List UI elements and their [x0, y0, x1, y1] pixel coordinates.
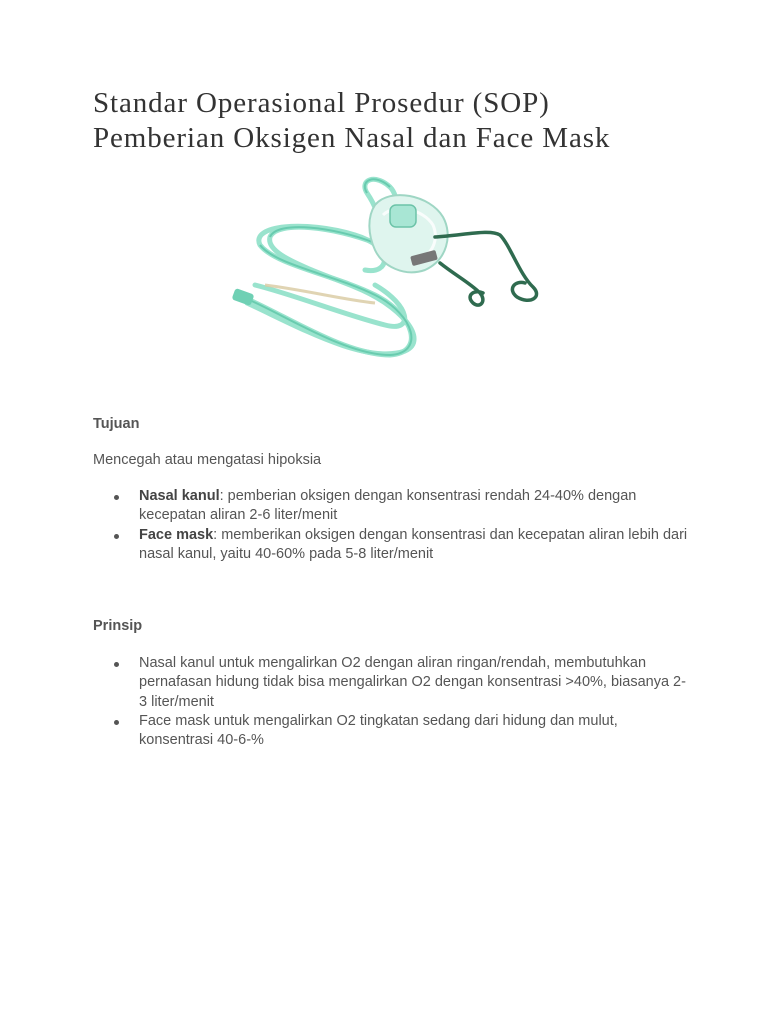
- oxygen-face-mask-icon: [225, 165, 555, 370]
- list-item: [93, 526, 693, 565]
- list-item: [93, 487, 693, 526]
- list-item-text: Nasal kanul untuk mengalirkan O2 dengan aliran ringan/rendah, membutuhkan pernafasan hidung tidak bisa mengalirkan O2 dengan konsentrasi >40%, biasanya 2-3 liter/menit: [139, 655, 686, 710]
- oxygen-mask-image: [225, 165, 555, 370]
- tujuan-intro: Mencegah atau mengatasi hipoksia: [93, 452, 322, 468]
- bullet-icon: [114, 495, 119, 500]
- section-heading-tujuan: Tujuan: [93, 416, 140, 432]
- list-item-text: : memberikan oksigen dengan konsentrasi dan kecepatan aliran lebih dari nasal kanul, yaitu 40-60% pada 5-8 liter/menit: [139, 526, 688, 562]
- page-title-line-2: Pemberian Oksigen Nasal dan Face Mask: [93, 122, 611, 154]
- list-item: [93, 712, 693, 751]
- tujuan-list: [93, 487, 693, 564]
- prinsip-list: [93, 654, 693, 750]
- list-item-text: : pemberian oksigen dengan konsentrasi rendah 24-40% dengan kecepatan aliran 2-6 liter/menit: [139, 488, 637, 524]
- page-title: [93, 86, 713, 156]
- bullet-icon: [114, 720, 119, 725]
- section-heading-prinsip: Prinsip: [93, 618, 143, 634]
- list-item: [93, 654, 693, 712]
- page-title-line-1: Standar Operasional Prosedur (SOP): [93, 87, 550, 119]
- bullet-icon: [114, 534, 119, 539]
- list-item-term: Nasal kanul: [139, 488, 220, 504]
- bullet-icon: [114, 662, 119, 667]
- list-item-term: Face mask: [139, 526, 214, 543]
- list-item-text: Face mask untuk mengalirkan O2 tingkatan sedang dari hidung dan mulut, konsentrasi 40-6-%: [139, 712, 618, 749]
